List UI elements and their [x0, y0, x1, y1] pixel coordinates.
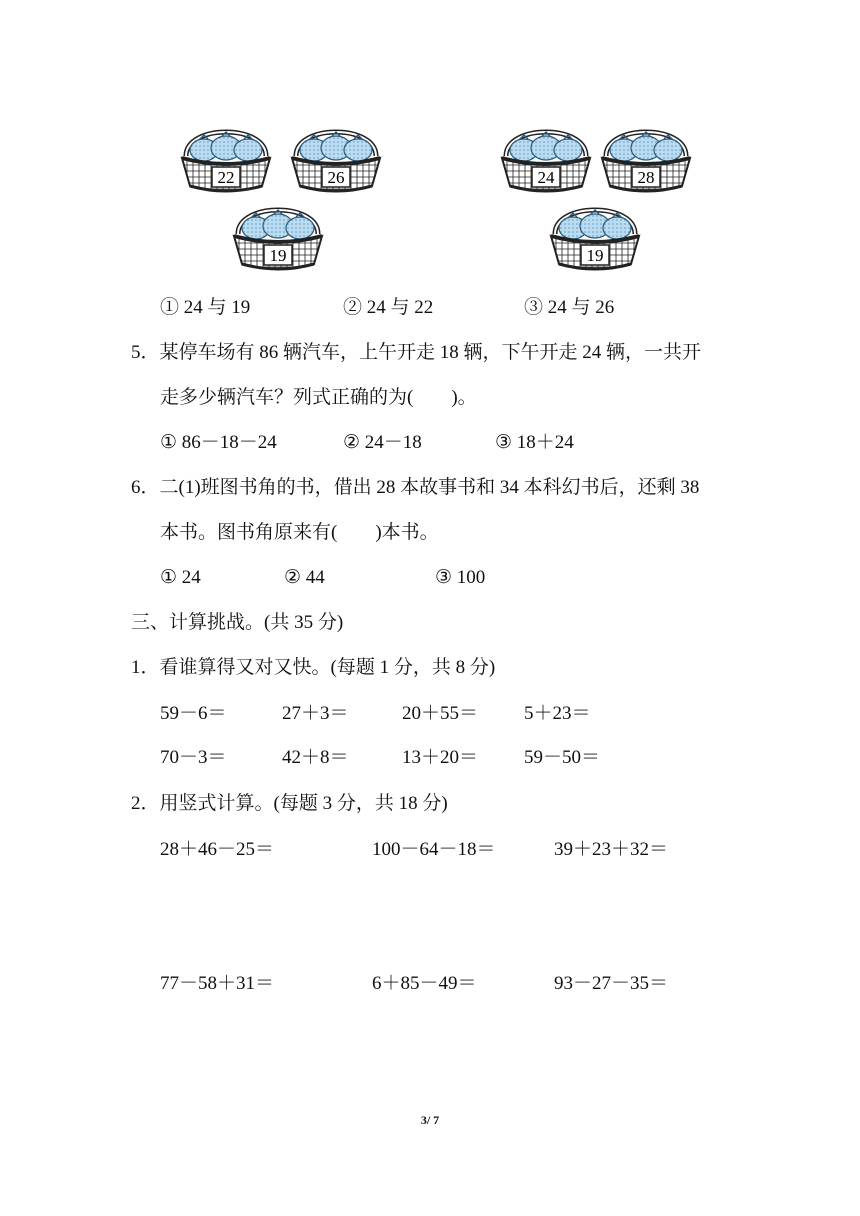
basket-number: 28 — [637, 168, 655, 187]
calc-problem: 20＋55＝ — [402, 703, 479, 724]
vertical-calc-problem: 39＋23＋32＝ — [554, 839, 669, 860]
basket-number: 19 — [269, 246, 287, 265]
page-number: 3/ 7 — [420, 1113, 440, 1127]
q1-title: 1．看谁算得又对又快。(每题 1 分，共 8 分) — [131, 657, 496, 678]
vertical-calc-problem: 28＋46－25＝ — [160, 839, 275, 860]
calc-problem: 13＋20＝ — [402, 747, 479, 768]
calc-problem: 42＋8＝ — [282, 747, 349, 768]
vertical-calc-problem: 93－27－35＝ — [554, 973, 669, 994]
q6-option-2[interactable]: ② 44 — [284, 567, 325, 588]
vertical-calc-problem: 77－58＋31＝ — [160, 973, 275, 994]
basket-image — [288, 120, 384, 194]
q4-option-2[interactable]: ② 24 与 22 — [343, 297, 434, 318]
basket-image — [598, 120, 694, 194]
q6-question-line1: 6．二(1)班图书角的书，借出 28 本故事书和 34 本科幻书后，还剩 38 — [131, 477, 700, 498]
q4-option-3[interactable]: ③ 24 与 26 — [524, 297, 615, 318]
q4-option-1[interactable]: ① 24 与 19 — [160, 297, 251, 318]
basket-number: 24 — [537, 168, 555, 187]
calc-problem: 59－6＝ — [160, 703, 227, 724]
q5-question-line2: 走多少辆汽车？列式正确的为( )。 — [160, 387, 477, 408]
q2-title: 2．用竖式计算。(每题 3 分，共 18 分) — [131, 793, 448, 814]
basket-number: 26 — [327, 168, 345, 187]
q5-option-3[interactable]: ③ 18＋24 — [495, 432, 574, 453]
calc-problem: 27＋3＝ — [282, 703, 349, 724]
q5-option-2[interactable]: ② 24－18 — [343, 432, 422, 453]
section-heading: 三、计算挑战。(共 35 分) — [131, 612, 344, 633]
basket-image — [498, 120, 594, 194]
basket-number: 22 — [217, 168, 235, 187]
calc-problem: 59－50＝ — [524, 747, 601, 768]
vertical-calc-problem: 100－64－18＝ — [372, 839, 496, 860]
calc-problem: 5＋23＝ — [524, 703, 591, 724]
q6-option-1[interactable]: ① 24 — [160, 567, 201, 588]
basket-number: 19 — [586, 246, 604, 265]
q5-question-line1: 5．某停车场有 86 辆汽车，上午开走 18 辆，下午开走 24 辆，一共开 — [131, 342, 702, 363]
calc-problem: 70－3＝ — [160, 747, 227, 768]
basket-image — [547, 198, 643, 272]
q6-question-line2: 本书。图书角原来有( )本书。 — [160, 522, 439, 543]
q6-option-3[interactable]: ③ 100 — [435, 567, 486, 588]
vertical-calc-problem: 6＋85－49＝ — [372, 973, 477, 994]
q5-option-1[interactable]: ① 86－18－24 — [160, 432, 277, 453]
basket-image — [230, 198, 326, 272]
basket-image — [178, 120, 274, 194]
